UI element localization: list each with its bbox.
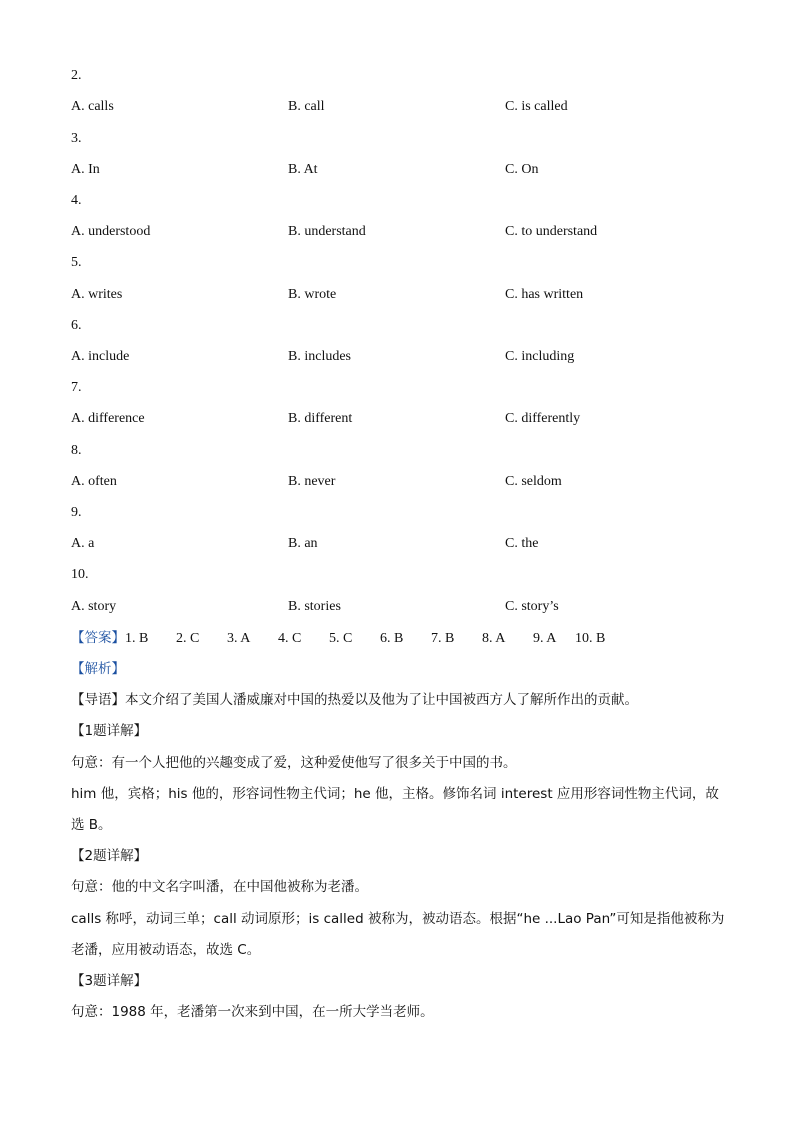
answer-item: 2. C [176, 631, 200, 646]
analysis-label: 【解析】 [71, 661, 125, 677]
option-a: A. understood [71, 224, 151, 239]
option-row [71, 348, 751, 366]
option-b: B. never [288, 474, 336, 489]
option-row [71, 223, 751, 241]
answer-item: 5. C [329, 631, 353, 646]
option-c: C. is called [505, 99, 568, 114]
option-row [71, 98, 751, 116]
question-number: 2. [71, 68, 82, 83]
option-b: B. wrote [288, 287, 337, 302]
option-a: A. story [71, 599, 117, 614]
question-number: 9. [71, 505, 82, 520]
answer-item: 9. A [533, 631, 557, 646]
answer-item: 4. C [278, 631, 302, 646]
option-c: C. including [505, 349, 575, 364]
question-number: 10. [71, 567, 89, 582]
q1-explanation-line-2: 选 B。 [71, 817, 112, 833]
answer-line [71, 629, 605, 647]
option-a: A. a [71, 536, 95, 551]
answer-label: 【答案】 [71, 630, 125, 646]
option-b: B. different [288, 411, 353, 426]
option-c: C. differently [505, 411, 581, 426]
option-c: C. the [505, 536, 539, 551]
option-c: C. On [505, 162, 539, 177]
q2-explanation-line-1: calls 称呼，动词三单；call 动词原形；is called 被称为，被动语态。根据“he ...Lao Pan”可知是指他被称为 [71, 911, 725, 927]
answer-item: 7. B [431, 631, 455, 646]
question-number: 8. [71, 443, 82, 458]
answer-item: 8. A [482, 631, 506, 646]
option-b: B. includes [288, 349, 351, 364]
q3-heading: 【3题详解】 [71, 973, 148, 989]
q1-heading: 【1题详解】 [71, 723, 148, 739]
q2-heading: 【2题详解】 [71, 848, 148, 864]
option-row [71, 535, 751, 553]
question-number: 4. [71, 193, 82, 208]
q3-meaning: 句意：1988 年，老潘第一次来到中国，在一所大学当老师。 [71, 1004, 434, 1020]
option-row [71, 473, 751, 491]
q2-meaning: 句意：他的中文名字叫潘，在中国他被称为老潘。 [71, 879, 368, 895]
question-number: 6. [71, 318, 82, 333]
option-b: B. stories [288, 599, 341, 614]
option-c: C. has written [505, 287, 584, 302]
option-a: A. calls [71, 99, 114, 114]
q1-meaning: 句意：有一个人把他的兴趣变成了爱，这种爱使他写了很多关于中国的书。 [71, 755, 517, 771]
option-row [71, 161, 751, 179]
option-a: A. often [71, 474, 117, 489]
answer-item: 3. A [227, 631, 251, 646]
option-c: C. story’s [505, 599, 559, 614]
option-a: A. difference [71, 411, 145, 426]
answer-item: 1. B [125, 631, 149, 646]
option-b: B. At [288, 162, 318, 177]
option-row [71, 286, 751, 304]
answer-item: 6. B [380, 631, 404, 646]
option-b: B. an [288, 536, 318, 551]
q1-explanation-line-1: him 他，宾格；his 他的，形容词性物主代词；he 他，主格。修饰名词 interest 应用形容词性物主代词，故 [71, 786, 719, 802]
option-c: C. to understand [505, 224, 598, 239]
answer-item: 10. B [575, 631, 606, 646]
option-a: A. writes [71, 287, 123, 302]
q2-explanation-line-2: 老潘，应用被动语态，故选 C。 [71, 942, 261, 958]
question-number: 5. [71, 255, 82, 270]
question-number: 3. [71, 131, 82, 146]
option-a: A. In [71, 162, 100, 177]
question-number: 7. [71, 380, 82, 395]
option-c: C. seldom [505, 474, 562, 489]
option-row [71, 598, 751, 616]
guide-text: 【导语】本文介绍了美国人潘威廉对中国的热爱以及他为了让中国被西方人了解所作出的贡献。 [71, 692, 638, 708]
option-a: A. include [71, 349, 130, 364]
option-row [71, 410, 751, 428]
option-b: B. understand [288, 224, 366, 239]
option-b: B. call [288, 99, 325, 114]
